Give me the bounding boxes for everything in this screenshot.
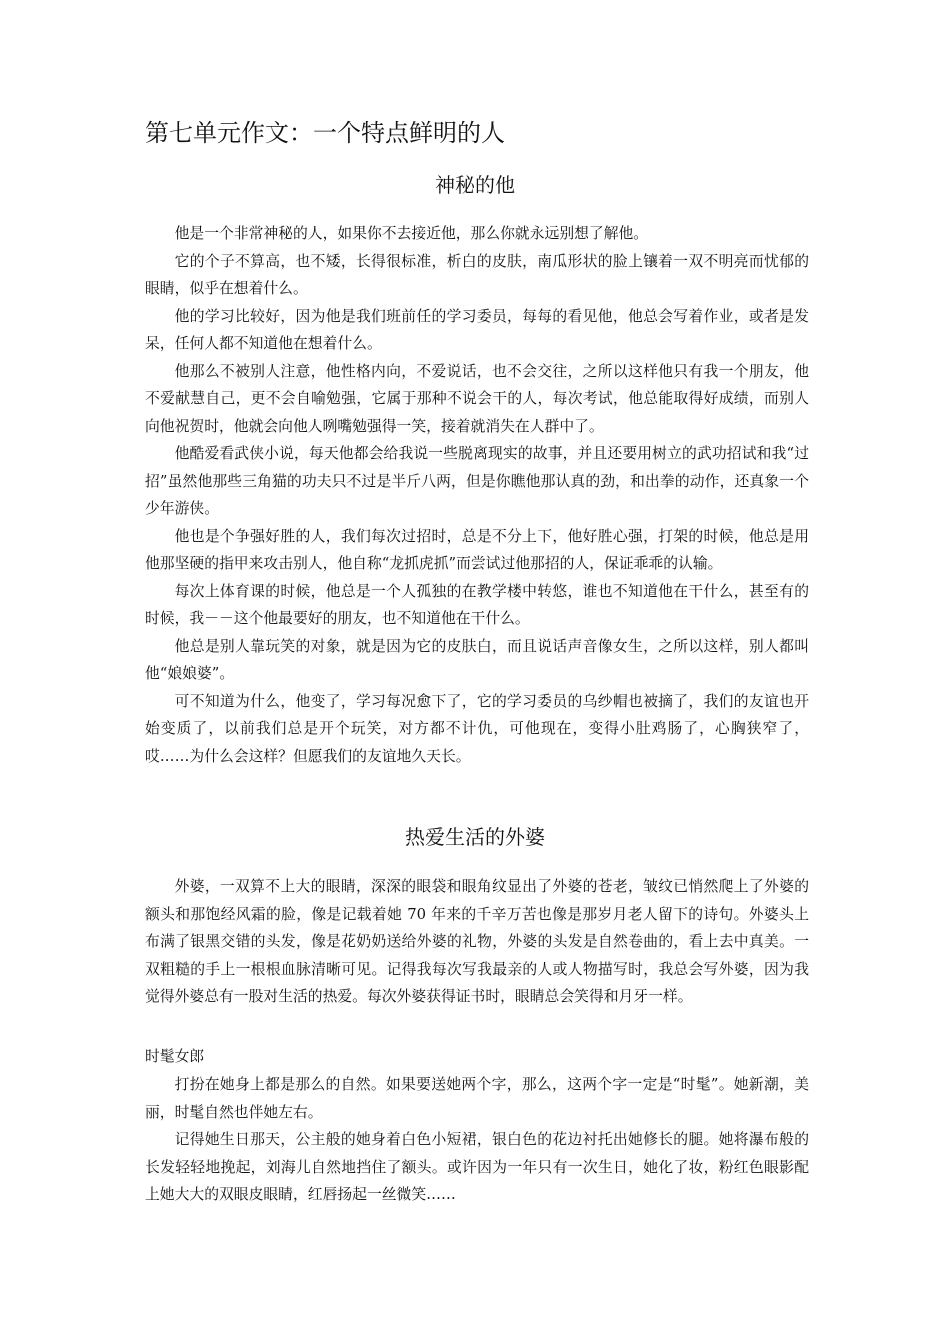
essay-body-fashion-girl xyxy=(145,1071,809,1209)
essay-title-mysterious-him: 神秘的他 xyxy=(435,173,515,197)
paragraph: 他总是别人靠玩笑的对象，就是因为它的皮肤白，而且说话声音像女生，之所以这样，别人都叫他“娘娘婆”。 xyxy=(145,637,809,682)
essay-title-fashion-girl: 时髦女郎 xyxy=(145,1048,205,1065)
paragraph: 他是一个非常神秘的人，如果你不去接近他，那么你就永远别想了解他。 xyxy=(174,225,649,242)
essay-body-grandma xyxy=(145,873,809,1011)
paragraph: 可不知道为什么，他变了，学习每况愈下了，它的学习委员的乌纱帽也被摘了，我们的友谊也开始变质了，以前我们总是开个玩笑，对方都不计仇，可他现在，变得小肚鸡肠了，心胸狭窄了，哎……为什么会这样？但愿我们的友谊地久天长。 xyxy=(145,692,809,765)
paragraph: 打扮在她身上都是那么的自然。如果要送她两个字，那么，这两个字一定是“时髦”。她新潮，美丽，时髦自然也伴她左右。 xyxy=(145,1076,809,1121)
paragraph: 他的学习比较好，因为他是我们班前任的学习委员，每每的看见他，他总会写着作业，或者是发呆，任何人都不知道他在想着什么。 xyxy=(145,307,809,352)
paragraph: 他酷爱看武侠小说，每天他都会给我说一些脱离现实的故事，并且还要用树立的武功招试和我“过招”虽然他那些三角猫的功夫只不过是半斤八两，但是你瞧他那认真的劲，和出拳的动作，还真象一个少年游侠。 xyxy=(145,445,809,517)
essay-title-grandma: 热爱生活的外婆 xyxy=(405,825,545,849)
paragraph: 外婆，一双算不上大的眼睛，深深的眼袋和眼角纹显出了外婆的苍老，皱纹已悄然爬上了外婆的额头和那饱经风霜的脸，像是记载着她 70 年来的千辛万苦也像是那岁月老人留下的诗句。外婆头上布满了银黑交错的头发，像是花奶奶送给外婆的礼物，外婆的头发是自然卷曲的，看上去中真美。一双粗糙的手上一根根血脉清晰可见。记得我每次写我最亲的人或人物描写时，我总会写外婆，因为我觉得外婆总有一股对生活的热爱。每次外婆获得证书时，眼睛总会笑得和月牙一样。 xyxy=(145,878,809,1005)
paragraph: 记得她生日那天，公主般的她身着白色小短裙，银白色的花边衬托出她修长的腿。她将瀑布般的长发轻轻地挽起，刘海儿自然地挡住了额头。或许因为一年只有一次生日，她化了妆，粉红色眼影配上她大大的双眼皮眼睛，红唇扬起一丝微笑…… xyxy=(145,1131,809,1203)
paragraph: 他也是个争强好胜的人，我们每次过招时，总是不分上下，他好胜心强，打架的时候，他总是用他那坚硬的指甲来攻击别人，他自称“龙抓虎抓”而尝试过他那招的人，保证乖乖的认输。 xyxy=(145,527,809,572)
document-title: 第七单元作文：一个特点鲜明的人 xyxy=(145,119,505,147)
paragraph: 他那么不被别人注意，他性格内向，不爱说话，也不会交往，之所以这样他只有我一个朋友，他不爱献慧自己，更不会自喻勉强，它属于那种不说会干的人，每次考试，他总能取得好成绩，而别人向他祝贺时，他就会向他人咧嘴勉强得一笑，接着就消失在人群中了。 xyxy=(145,362,809,435)
essay-body-mysterious-him xyxy=(145,220,809,770)
paragraph: 每次上体育课的时候，他总是一个人孤独的在教学楼中转悠，谁也不知道他在干什么，甚至有的时候，我－－这个他最要好的朋友，也不知道他在干什么。 xyxy=(145,582,809,627)
paragraph: 它的个子不算高，也不矮，长得很标准，析白的皮肤，南瓜形状的脸上镶着一双不明亮而忧郁的眼睛，似乎在想着什么。 xyxy=(145,252,809,297)
